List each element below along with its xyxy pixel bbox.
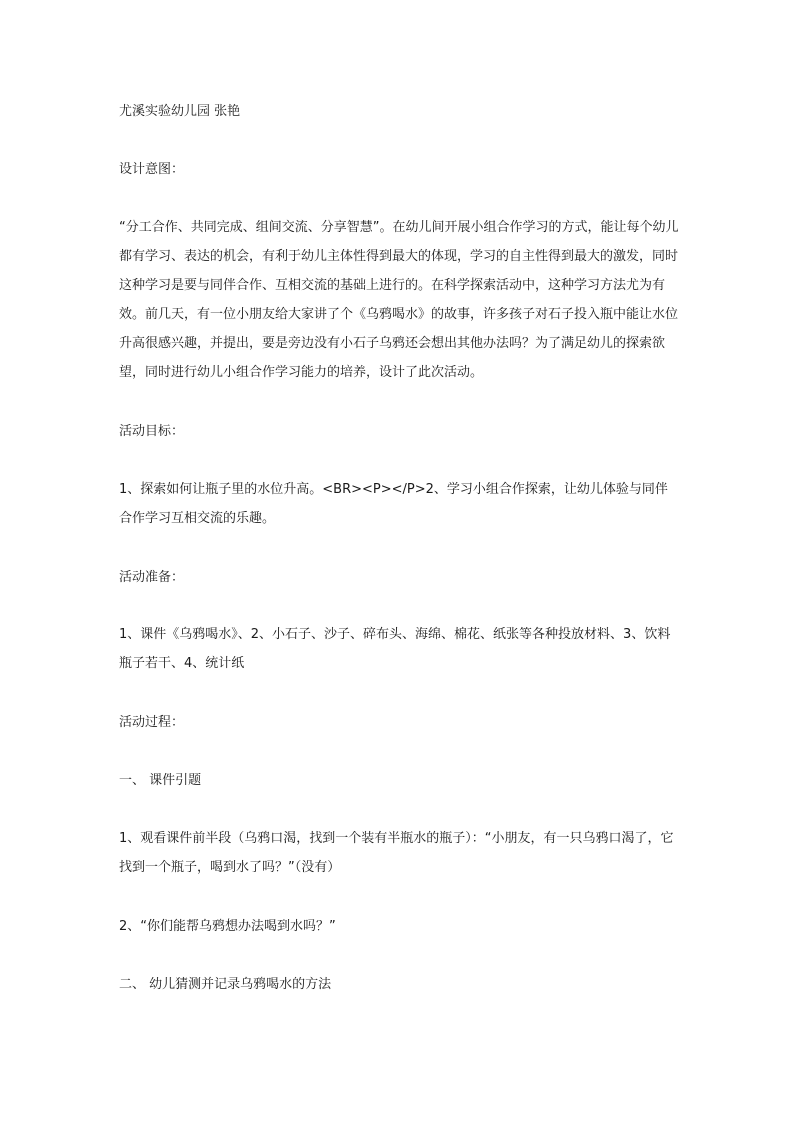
- section-two-heading: 二、 幼儿猜测并记录乌鸦喝水的方法: [119, 977, 332, 992]
- goals-paragraph: 1、探索如何让瓶子里的水位升高。<BR><P></P>2、学习小组合作探索，让幼儿体验与同伴合作学习互相交流的乐趣。: [119, 482, 668, 526]
- author-line: 尤溪实验幼儿园 张艳: [119, 104, 241, 119]
- section-one-heading: 一、 课件引题: [119, 773, 202, 788]
- goals-heading: 活动目标：: [119, 424, 185, 439]
- step-two-paragraph: 2、“你们能帮乌鸦想办法喝到水吗？”: [119, 919, 336, 934]
- design-heading: 设计意图：: [119, 162, 185, 177]
- prep-paragraph: 1、课件《乌鸦喝水》、2、小石子、沙子、碎布头、海绵、棉花、纸张等各种投放材料、3、饮料瓶子若干、4、统计纸: [119, 627, 671, 671]
- design-paragraph: “分工合作、共同完成、组间交流、分享智慧”。在幼儿间开展小组合作学习的方式，能让每个幼儿都有学习、表达的机会，有利于幼儿主体性得到最大的体现，学习的自主性得到最大的激发，同时这种学习是要与同伴合作、互相交流的基础上进行的。在科学探索活动中，这种学习方法尤为有效。前几天，有一位小朋友给大家讲了个《乌鸦喝水》的故事，许多孩子对石子投入瓶中能让水位升高很感兴趣，并提出，要是旁边没有小石子乌鸦还会想出其他办法吗？为了满足幼儿的探索欲望，同时进行幼儿小组合作学习能力的培养，设计了此次活动。: [119, 220, 679, 380]
- process-heading: 活动过程：: [119, 715, 185, 730]
- prep-heading: 活动准备：: [119, 570, 185, 585]
- step-one-paragraph: 1、观看课件前半段（乌鸦口渴，找到一个装有半瓶水的瓶子）：“小朋友，有一只乌鸦口渴了，它找到一个瓶子，喝到水了吗？”（没有）: [119, 831, 674, 875]
